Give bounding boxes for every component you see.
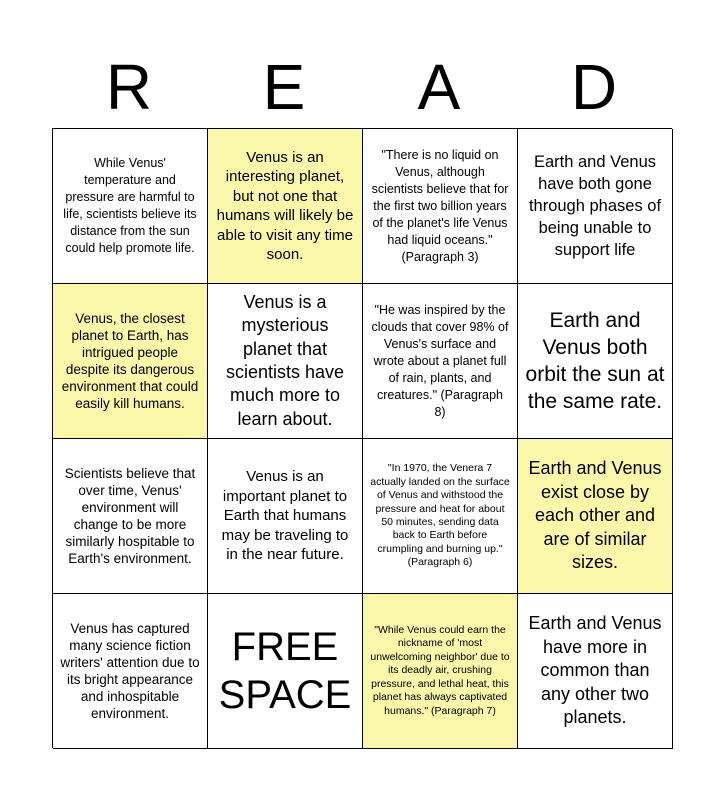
cell-text: Venus is a mysterious planet that scientists have much more to learn about. [225,291,345,429]
bingo-grid [52,128,672,748]
free-space-cell[interactable] [208,594,363,749]
cell-text: Earth and Venus exist close by each other and are of similar sizes. [528,458,662,573]
bingo-cell[interactable] [53,129,208,284]
bingo-cell[interactable] [363,284,518,439]
cell-text: Venus has captured many science fiction writers' attention due to its bright appearance and inhospitable environment. [60,621,200,721]
cell-text: While Venus' temperature and pressure are harmful to life, scientists believe its distance from the sun could help promote life. [63,156,197,255]
bingo-cell[interactable] [363,594,518,749]
cell-text: Venus is an interesting planet, but not one that humans will likely be able to visit any time soon. [216,148,354,263]
cell-text: Earth and Venus both orbit the sun at the same rate. [525,309,665,413]
cell-text: "In 1970, the Venera 7 actually landed on the surface of Venus and withstood the pressure and heat for about 50 minutes, sending data back to Earth before crumpling and burning up." (Paragraph 6) [370,462,510,569]
cell-text: Venus is an important planet to Earth that humans may be traveling to in the near future. [221,468,349,564]
cell-text: Earth and Venus have both gone through phases of being unable to support life [528,153,662,259]
bingo-cell[interactable] [363,439,518,594]
bingo-cell[interactable] [518,284,673,439]
cell-text: Scientists believe that over time, Venus' environment will change to be more similarly hospitable to Earth's environment. [64,466,196,566]
header-letter-e: E [262,51,306,123]
bingo-cell[interactable] [53,284,208,439]
bingo-cell[interactable] [53,594,208,749]
bingo-cell[interactable] [518,129,673,284]
header-letter-r: R [105,51,153,123]
cell-text: "There is no liquid on Venus, although scientists believe that for the first two billion years of the planet's life Venus had liquid oceans." (Paragraph 3) [371,147,509,264]
bingo-cell[interactable] [208,129,363,284]
bingo-cell[interactable] [53,439,208,594]
bingo-cell[interactable] [518,439,673,594]
bingo-cell[interactable] [208,439,363,594]
bingo-cell[interactable] [363,129,518,284]
header-letter-d: D [570,51,618,123]
header-letter-a: A [417,51,461,123]
cell-text: Venus, the closest planet to Earth, has intrigued people despite its dangerous environment that could easily kill humans. [61,311,199,411]
cell-text: "He was inspired by the clouds that cover 98% of Venus's surface and wrote about a planet full of rain, plants, and creatures." (Paragraph 8) [371,302,509,419]
bingo-cell[interactable] [518,594,673,749]
bingo-cell[interactable] [208,284,363,439]
cell-text: "While Venus could earn the nickname of 'most unwelcoming neighbor' due to its deadly air, crushing pressure, and lethal heat, this planet has always captivated humans." (Paragraph 7) [370,624,510,717]
bingo-header [52,52,671,122]
cell-text: Earth and Venus have more in common than any other two planets. [528,613,662,728]
free-space-label: FREE SPACE [218,625,352,717]
